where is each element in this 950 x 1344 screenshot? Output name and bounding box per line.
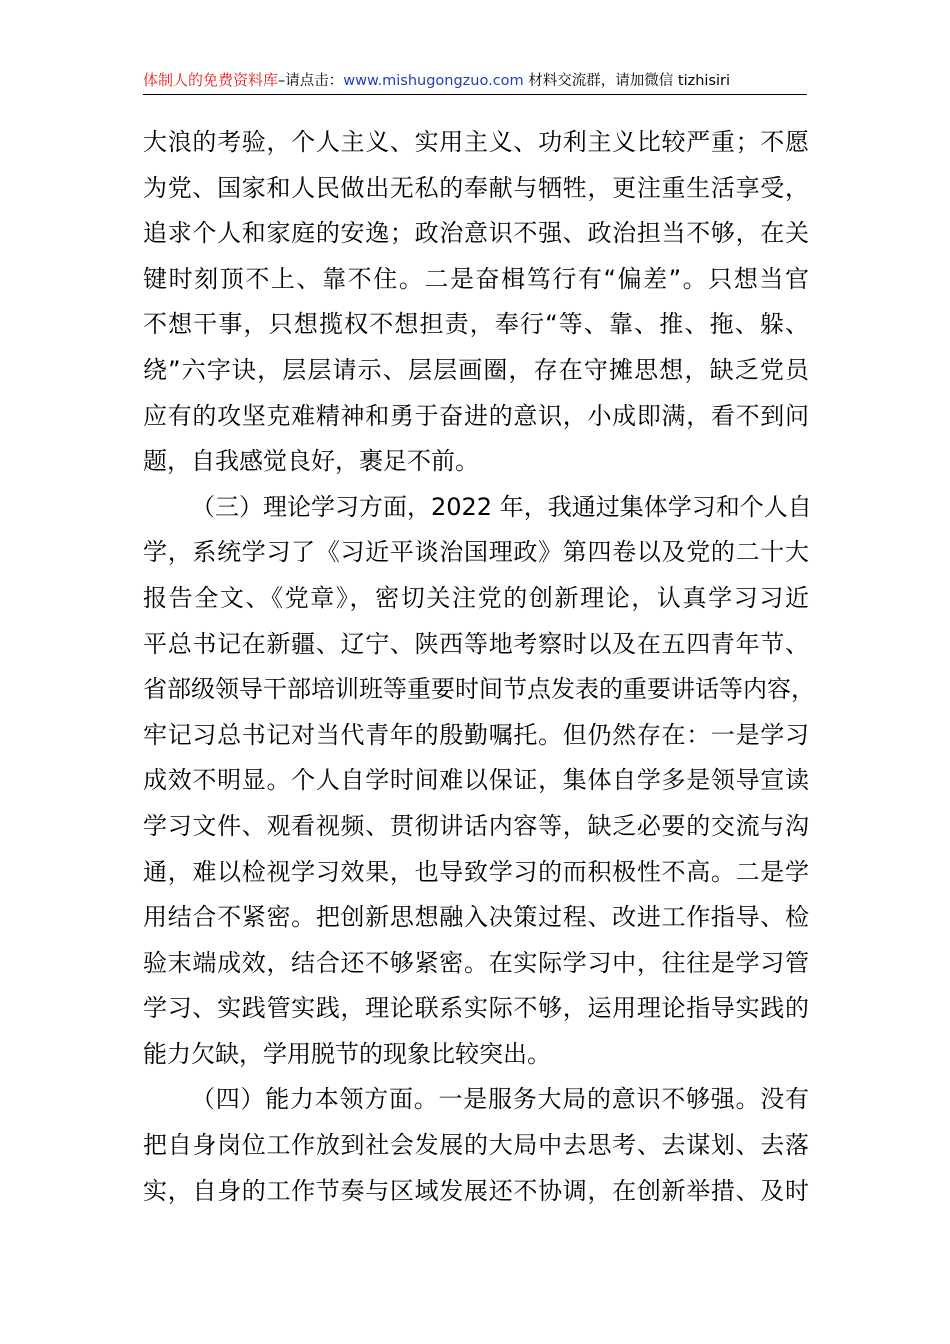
text-line: 应有的攻坚克难精神和勇于奋进的意识，小成即满，看不到问	[143, 401, 809, 430]
text-line: 绕”六字诀，层层请示、层层画圈，存在守摊思想，缺乏党员	[143, 355, 809, 384]
text-line: 报告全文、《党章》，密切关注党的创新理论，认真学习习近	[143, 583, 809, 612]
text-line: 验末端成效，结合还不够紧密。在实际学习中，往往是学习管	[143, 948, 809, 977]
text-line: 成效不明显。个人自学时间难以保证，集体自学多是领导宣读	[143, 766, 809, 795]
header-prompt: –请点击：	[278, 73, 344, 89]
text-line: 追求个人和家庭的安逸；政治意识不强、政治担当不够，在关	[143, 219, 809, 248]
text-line: 大浪的考验，个人主义、实用主义、功利主义比较严重；不愿	[143, 128, 809, 156]
text-line: 平总书记在新疆、辽宁、陕西等地考察时以及在五四青年节、	[143, 629, 809, 658]
header-contact-text: 材料交流群，请加微信 tizhisiri	[523, 73, 731, 89]
text-line: 实，自身的工作节奏与区域发展还不协调，在创新举措、及时	[143, 1176, 809, 1205]
text-line: 通，难以检视学习效果，也导致学习的而积极性不高。二是学	[143, 857, 809, 886]
header-brand: 体制人的免费资料库	[143, 71, 279, 89]
text-line: 学习、实践管实践，理论联系实际不够，运用理论指导实践的	[143, 994, 809, 1023]
text-line: 为党、国家和人民做出无私的奉献与牺牲，更注重生活享受，	[143, 173, 809, 202]
page-header	[143, 68, 807, 95]
paragraph-start-line: （四）能力本领方面。一是服务大局的意识不够强。没有	[191, 1085, 809, 1114]
text-line: 题，自我感觉良好，裹足不前。	[143, 447, 479, 476]
text-line: 学习文件、观看视频、贯彻讲话内容等，缺乏必要的交流与沟	[143, 811, 809, 840]
paragraph-start-line: （三）理论学习方面，2022 年，我通过集体学习和个人自	[191, 492, 812, 521]
text-line: 把自身岗位工作放到社会发展的大局中去思考、去谋划、去落	[143, 1131, 809, 1160]
text-line: 不想干事，只想揽权不想担责，奉行“等、靠、推、拖、躲、	[143, 310, 809, 339]
text-line: 能力欠缺，学用脱节的现象比较突出。	[143, 1039, 551, 1068]
text-line: 用结合不紧密。把创新思想融入决策过程、改进工作指导、检	[143, 903, 809, 932]
text-line: 键时刻顶不上、靠不住。二是奋楫笃行有“偏差”。只想当官	[143, 264, 809, 293]
document-body	[143, 120, 815, 1214]
text-line: 学，系统学习了《习近平谈治国理政》第四卷以及党的二十大	[143, 538, 809, 567]
header-url-link[interactable]: www.mishugongzuo.com	[343, 73, 524, 89]
text-line: 省部级领导干部培训班等重要时间节点发表的重要讲话等内容，	[143, 675, 815, 704]
text-line: 牢记习总书记对当代青年的殷勤嘱托。但仍然存在：一是学习	[143, 720, 809, 749]
